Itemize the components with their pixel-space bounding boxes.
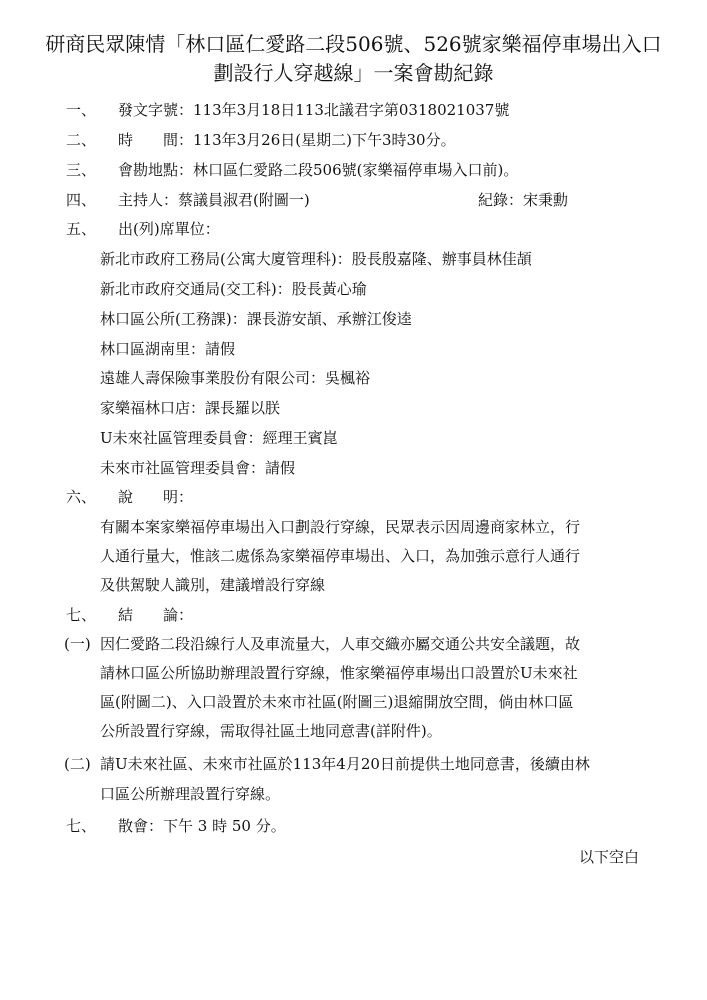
attendee-line: 新北市政府工務局(公寓大廈管理科)：股長殷嘉隆、辦事員林佳頡: [100, 250, 532, 268]
conclusion-1-line: [64, 634, 580, 654]
conclusion-2-line: [64, 754, 590, 774]
conclusion-2-line: 口區公所辦理設置行穿線。: [100, 785, 281, 803]
attendee-line: U未來社區管理委員會：經理王賓崑: [100, 429, 338, 447]
item-number: 七、: [66, 817, 97, 835]
item-number: 五、: [66, 220, 97, 238]
item-attendance: [66, 219, 220, 239]
conclusion-text: 請U未來社區、未來市社區於113年4月20日前提供土地同意書，後續由林: [100, 755, 590, 773]
item-explanation: [66, 487, 193, 507]
item-text: 說 明：: [118, 488, 194, 506]
conclusion-1-line: 公所設置行穿線，需取得社區土地同意書(詳附件)。: [100, 722, 442, 740]
item-text: 出(列)席單位：: [118, 220, 220, 238]
attendee-line: 家樂福林口店：課長羅以朕: [100, 399, 281, 417]
explanation-line: 及供駕駛人識別，建議增設行穿線: [100, 576, 326, 594]
item-time: [66, 130, 456, 150]
document-title-line-2: 劃設行人穿越線」一案會勘紀錄: [213, 61, 494, 85]
item-text: 結 論：: [118, 606, 194, 624]
explanation-line: 有關本案家樂福停車場出入口劃設行穿線，民眾表示因周邊商家林立，行: [100, 518, 581, 536]
item-text: 會勘地點：林口區仁愛路二段506號(家樂福停車場入口前)。: [118, 161, 519, 179]
document-title-line-1: 研商民眾陳情「林口區仁愛路二段506號、526號家樂福停車場出入口: [45, 32, 662, 56]
recorder-text: 紀錄：宋秉勳: [478, 191, 569, 209]
item-conclusion: [66, 605, 193, 625]
conclusion-1-line: 區(附圖二)、入口設置於未來市社區(附圖三)退縮開放空間，倘由林口區: [100, 693, 574, 711]
item-location: [66, 160, 518, 180]
item-number: 三、: [66, 161, 97, 179]
item-host: [66, 190, 310, 210]
item-document-number: [66, 100, 509, 120]
item-number: 一、: [66, 101, 97, 119]
closing-note: 以下空白: [578, 848, 639, 866]
item-adjourn: [66, 816, 286, 836]
conclusion-text: 因仁愛路二段沿線行人及車流量大，人車交織亦屬交通公共安全議題，故: [100, 635, 581, 653]
item-text: 散會：下午 3 時 50 分。: [118, 817, 286, 835]
item-text: 發文字號：113年3月18日113北議君字第0318021037號: [118, 101, 510, 119]
attendee-line: 林口區公所(工務課)：課長游安頡、承辦江俊逵: [100, 310, 412, 328]
explanation-line: 人通行量大，惟該二處係為家樂福停車場出、入口，為加強示意行人通行: [100, 547, 581, 565]
item-number: 七、: [66, 606, 97, 624]
conclusion-number: (二): [64, 755, 91, 773]
conclusion-1-line: 請林口區公所協助辦理設置行穿線，惟家樂福停車場出口設置於U未來社: [100, 664, 578, 682]
host-text: 主持人：蔡議員淑君(附圖一): [118, 191, 310, 209]
attendee-line: 新北市政府交通局(交工科)：股長黃心瑜: [100, 280, 367, 298]
attendee-line: 林口區湖南里：請假: [100, 340, 236, 358]
item-text: 時 間：113年3月26日(星期二)下午3時30分。: [118, 131, 456, 149]
item-number: 二、: [66, 131, 97, 149]
attendee-line: 遠雄人壽保險事業股份有限公司：吳楓裕: [100, 369, 371, 387]
item-number: 六、: [66, 488, 97, 506]
attendee-line: 未來市社區管理委員會：請假: [100, 459, 296, 477]
conclusion-number: (一): [64, 635, 91, 653]
item-number: 四、: [66, 191, 97, 209]
